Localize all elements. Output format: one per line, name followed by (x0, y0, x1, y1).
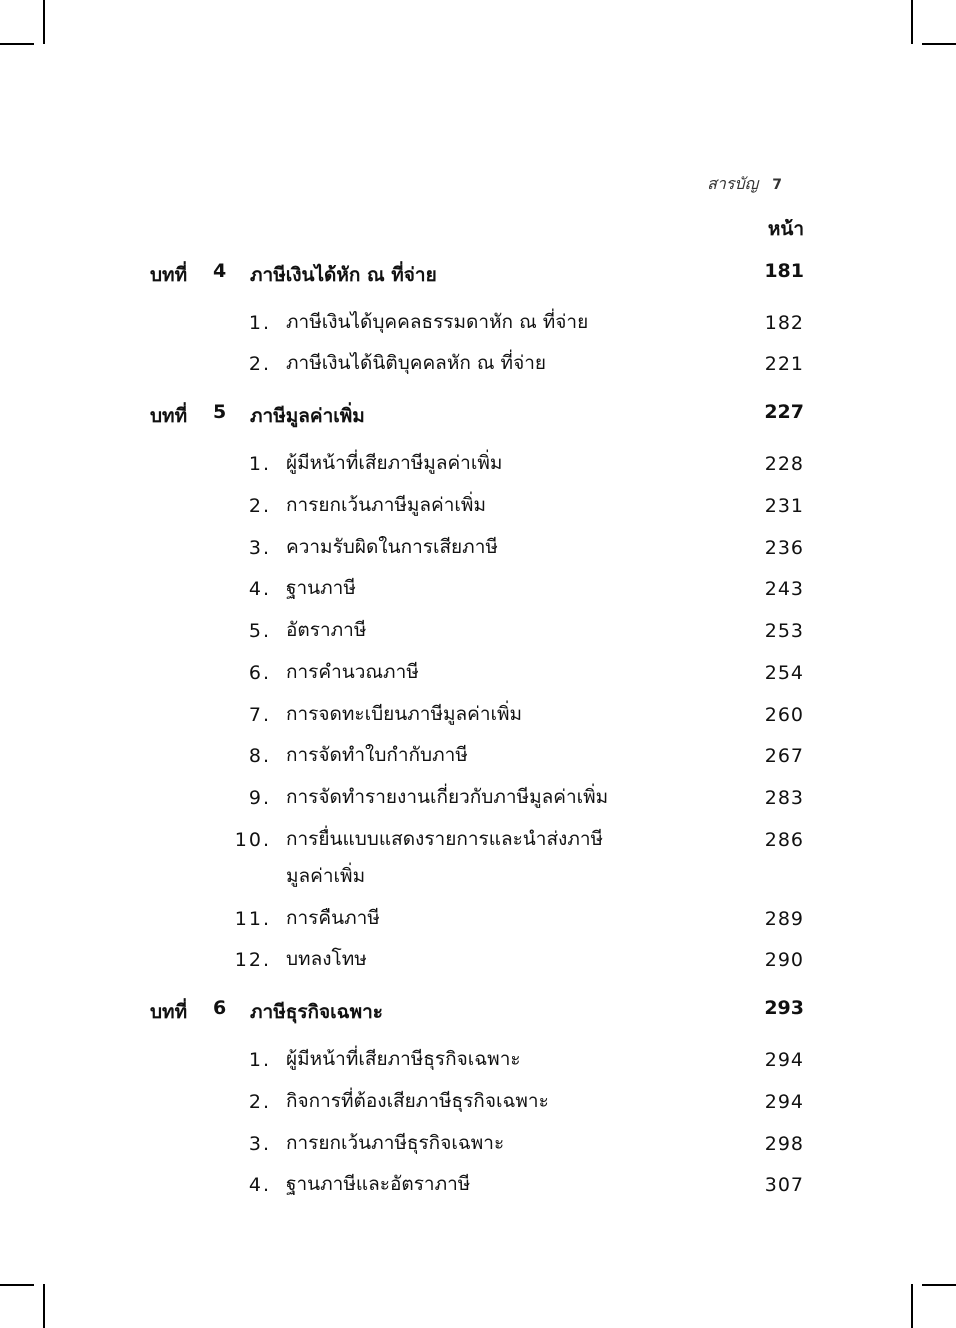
item-page: 298 (764, 1133, 804, 1155)
item-title: การจัดทำรายงานเกี่ยวกับภาษีมูลค่าเพิ่ม (286, 786, 609, 808)
item-number: 1. (248, 1049, 271, 1071)
chapter-page: 181 (764, 260, 804, 282)
item-number: 5. (248, 620, 271, 642)
item-page: 307 (764, 1174, 804, 1196)
item-page: 286 (764, 829, 804, 851)
item-title: การยื่นแบบแสดงรายการและนำส่งภาษี (286, 828, 604, 850)
item-title: การจัดทำใบกำกับภาษี (286, 744, 468, 766)
item-title: การยกเว้นภาษีธุรกิจเฉพาะ (286, 1132, 505, 1154)
item-page: 231 (764, 495, 804, 517)
item-title: ฐานภาษีและอัตราภาษี (286, 1173, 471, 1195)
item-page: 294 (764, 1091, 804, 1113)
chapter-title: ภาษีธุรกิจเฉพาะ (250, 1001, 383, 1023)
item-title: การคืนภาษี (286, 907, 380, 929)
item-number: 1. (248, 312, 271, 334)
item-number: 6. (248, 662, 271, 684)
page-column-label: หน้า (767, 218, 804, 240)
item-page: 221 (764, 353, 804, 375)
chapter-page: 293 (764, 997, 804, 1019)
chapter-prefix: บทที่ (150, 264, 188, 286)
chapter-title: ภาษีมูลค่าเพิ่ม (250, 405, 365, 427)
item-page: 260 (764, 704, 804, 726)
crop-mark (922, 43, 956, 45)
item-page: 182 (764, 312, 804, 334)
item-title: ผู้มีหน้าที่เสียภาษีธุรกิจเฉพาะ (286, 1048, 521, 1070)
running-head-page-number: 7 (772, 177, 782, 193)
item-title: ฐานภาษี (286, 577, 356, 599)
item-number: 2. (248, 353, 271, 375)
crop-mark (911, 0, 913, 44)
item-title: การคำนวณภาษี (286, 661, 419, 683)
crop-mark (43, 1284, 45, 1328)
chapter-title: ภาษีเงินได้หัก ณ ที่จ่าย (250, 264, 437, 286)
chapter-number: 6 (213, 997, 227, 1019)
item-page: 253 (764, 620, 804, 642)
item-title: ความรับผิดในการเสียภาษี (286, 536, 498, 558)
item-number: 4. (248, 1174, 271, 1196)
item-page: 228 (764, 453, 804, 475)
running-head-title: สารบัญ (707, 174, 759, 193)
item-page: 289 (764, 908, 804, 930)
item-title: ภาษีเงินได้นิติบุคคลหัก ณ ที่จ่าย (286, 352, 547, 374)
crop-mark (43, 0, 45, 44)
item-number: 2. (248, 1091, 271, 1113)
crop-mark (0, 1284, 34, 1286)
item-page: 254 (764, 662, 804, 684)
item-page: 294 (764, 1049, 804, 1071)
item-title-continuation: มูลค่าเพิ่ม (286, 865, 366, 887)
chapter-prefix: บทที่ (150, 1001, 188, 1023)
item-number: 11. (234, 908, 271, 930)
item-page: 290 (764, 949, 804, 971)
chapter-prefix: บทที่ (150, 405, 188, 427)
item-title: ภาษีเงินได้บุคคลธรรมดาหัก ณ ที่จ่าย (286, 311, 589, 333)
item-title: อัตราภาษี (286, 619, 367, 641)
item-title: ผู้มีหน้าที่เสียภาษีมูลค่าเพิ่ม (286, 452, 503, 474)
item-number: 2. (248, 495, 271, 517)
item-number: 1. (248, 453, 271, 475)
chapter-page: 227 (764, 401, 804, 423)
item-number: 8. (248, 745, 271, 767)
crop-mark (922, 1284, 956, 1286)
item-page: 267 (764, 745, 804, 767)
crop-mark (0, 43, 34, 45)
item-number: 12. (234, 949, 271, 971)
item-title: การจดทะเบียนภาษีมูลค่าเพิ่ม (286, 703, 523, 725)
crop-mark (911, 1284, 913, 1328)
chapter-number: 5 (213, 401, 227, 423)
item-title: บทลงโทษ (286, 948, 367, 970)
item-page: 236 (764, 537, 804, 559)
item-number: 10. (234, 829, 271, 851)
item-number: 3. (248, 537, 271, 559)
item-page: 243 (764, 578, 804, 600)
chapter-number: 4 (213, 260, 227, 282)
item-number: 4. (248, 578, 271, 600)
item-number: 3. (248, 1133, 271, 1155)
item-number: 7. (248, 704, 271, 726)
item-title: กิจการที่ต้องเสียภาษีธุรกิจเฉพาะ (286, 1090, 549, 1112)
item-number: 9. (248, 787, 271, 809)
item-title: การยกเว้นภาษีมูลค่าเพิ่ม (286, 494, 486, 516)
item-page: 283 (764, 787, 804, 809)
running-head (707, 172, 782, 197)
